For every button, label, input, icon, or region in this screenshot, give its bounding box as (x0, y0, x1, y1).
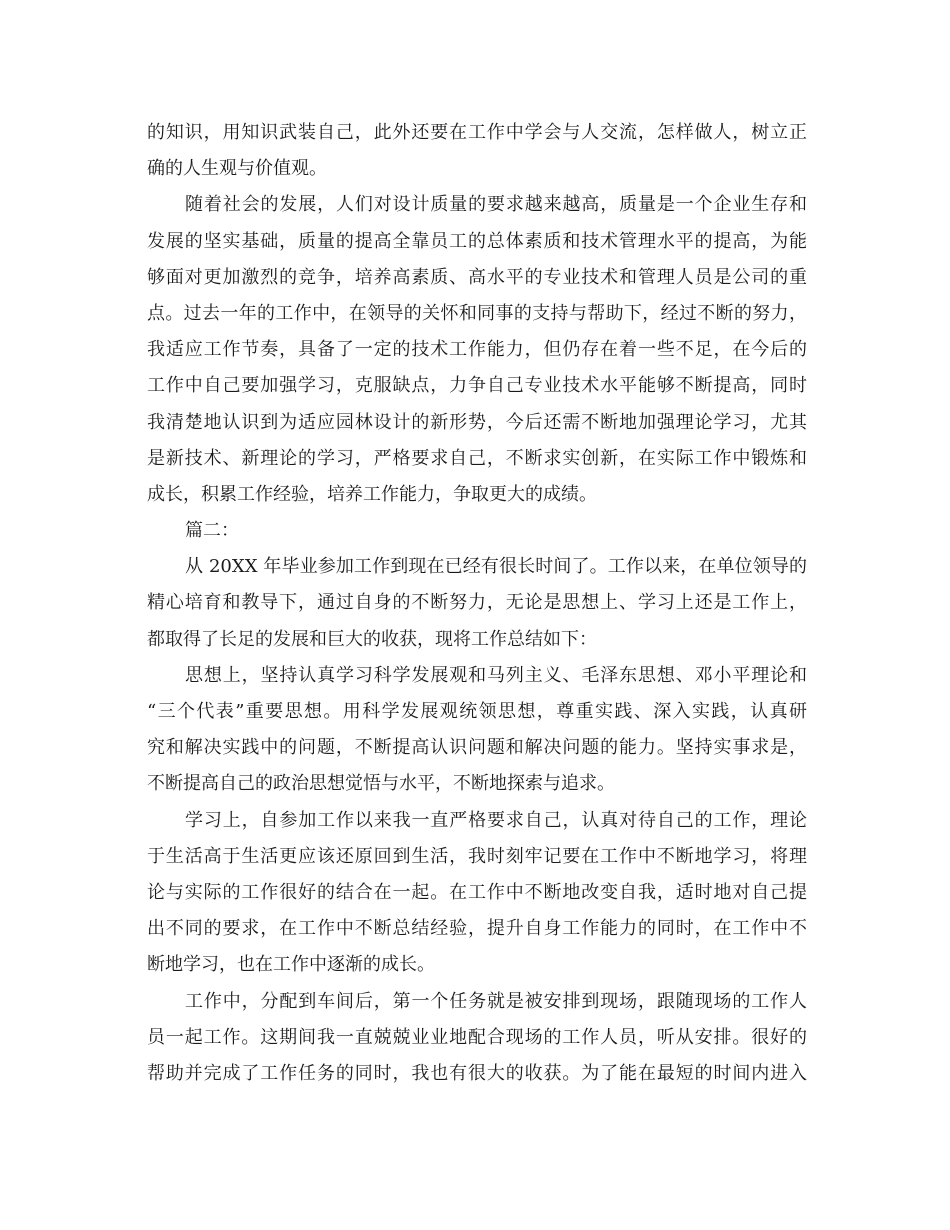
text-line: 都取得了长足的发展和巨大的收获，现将工作总结如下： (147, 628, 597, 650)
text-line: 的知识，用知识武装自己，此外还要在工作中学会与人交流，怎样做人，树立正 (147, 122, 807, 143)
text-line: “三个代表”重要思想。用科学发展观统领思想，尊重实践、深入实践，认真研 (147, 701, 807, 722)
text-line: 思想上，坚持认真学习科学发展观和马列主义、毛泽东思想、邓小平理论和 (185, 664, 807, 686)
text-line: 从 20XX 年毕业参加工作到现在已经有很长时间了。工作以来，在单位领导的 (185, 556, 807, 578)
text-line: 出不同的要求，在工作中不断总结经验，提升自身工作能力的同时，在工作中不 (147, 918, 807, 940)
text-line: 论与实际的工作很好的结合在一起。在工作中不断地改变自我，适时地对自己提 (147, 881, 807, 903)
text-line: 我适应工作节奏，具备了一定的技术工作能力，但仍存在着一些不足，在今后的 (147, 339, 807, 361)
text-line: 发展的坚实基础，质量的提高全靠员工的总体素质和技术管理水平的提高，为能 (147, 230, 807, 252)
text-line: 随着社会的发展，人们对设计质量的要求越来越高，质量是一个企业生存和 (185, 194, 807, 216)
text-line: 工作中自己要加强学习，克服缺点，力争自己专业技术水平能够不断提高，同时 (147, 375, 807, 397)
text-line: 篇二： (185, 520, 239, 542)
text-line: 于生活高于生活更应该还原回到生活，我时刻牢记要在工作中不断地学习，将理 (147, 845, 807, 867)
text-line: 确的人生观与价值观。 (147, 158, 327, 180)
text-line: 断地学习，也在工作中逐渐的成长。 (147, 954, 435, 976)
text-line: 是新技术、新理论的学习，严格要求自己，不断求实创新，在实际工作中锻炼和 (147, 447, 807, 469)
text-line: 精心培育和教导下，通过自身的不断努力，无论是思想上、学习上还是工作上， (147, 592, 807, 614)
text-line: 点。过去一年的工作中，在领导的关怀和同事的支持与帮助下，经过不断的努力， (147, 302, 807, 324)
text-line: 够面对更加激烈的竞争，培养高素质、高水平的专业技术和管理人员是公司的重 (147, 266, 807, 288)
text-line: 工作中，分配到车间后，第一个任务就是被安排到现场，跟随现场的工作人 (185, 990, 807, 1012)
text-line: 帮助并完成了工作任务的同时，我也有很大的收获。为了能在最短的时间内进入 (147, 1062, 807, 1084)
text-line: 学习上，自参加工作以来我一直严格要求自己，认真对待自己的工作，理论 (185, 809, 807, 831)
text-line: 我清楚地认识到为适应园林设计的新形势，今后还需不断地加强理论学习，尤其 (147, 411, 807, 433)
text-line: 究和解决实践中的问题，不断提高认识问题和解决问题的能力。坚持实事求是， (147, 737, 807, 759)
text-line: 员一起工作。这期间我一直兢兢业业地配合现场的工作人员，听从安排。很好的 (147, 1026, 807, 1048)
text-line: 成长，积累工作经验，培养工作能力，争取更大的成绩。 (147, 483, 597, 505)
document-body (147, 115, 807, 1092)
text-line: 不断提高自己的政治思想觉悟与水平，不断地探索与追求。 (147, 773, 615, 795)
